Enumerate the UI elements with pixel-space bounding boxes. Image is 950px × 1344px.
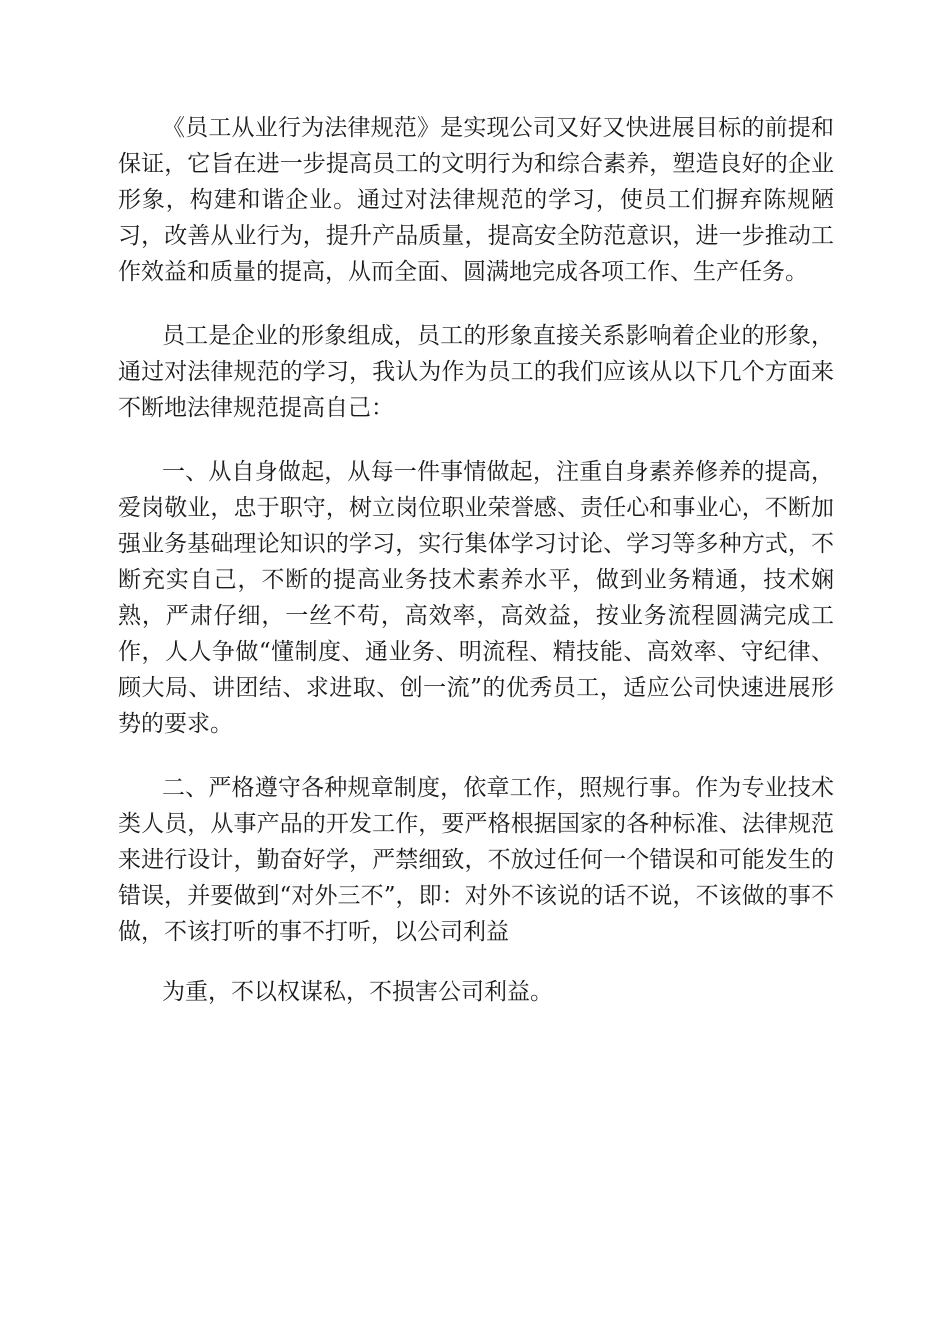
paragraph-employee-image: 员工是企业的形象组成，员工的形象直接关系影响着企业的形象，通过对法律规范的学习，我认为作为员工的我们应该从以下几个方面来不断地法律规范提高自己： bbox=[118, 323, 834, 421]
paragraph-point-one: 一、从自身做起，从每一件事情做起，注重自身素养修养的提高，爱岗敬业，忠于职守，树立岗位职业荣誉感、责任心和事业心，不断加强业务基础理论知识的学习，实行集体学习讨论、学习等多种方式，不断充实自己，不断的提高业务技术素养水平，做到业务精通，技术娴熟，严肃仔细，一丝不苟，高效率，高效益，按业务流程圆满完成工作，人人争做“懂制度、通业务、明流程、精技能、高效率、守纪律、顾大局、讲团结、求进取、创一流”的优秀员工，适应公司快速进展形势的要求。 bbox=[118, 459, 834, 737]
paragraph-closing: 为重，不以权谋私，不损害公司利益。 bbox=[162, 979, 553, 1005]
paragraph-point-two: 二、严格遵守各种规章制度，依章工作，照规行事。作为专业技术类人员，从事产品的开发工作，要严格根据国家的各种标准、法律规范来进行设计，勤奋好学，严禁细致，不放过任何一个错误和可能发生的错误，并要做到“对外三不”，即：对外不该说的话不说，不该做的事不做，不该打听的事不打听，以公司利益 bbox=[118, 775, 834, 945]
document-body bbox=[118, 110, 834, 1010]
paragraph-intro: 《员工从业行为法律规范》是实现公司又好又快进展目标的前提和保证，它旨在进一步提高员工的文明行为和综合素养，塑造良好的企业形象，构建和谐企业。通过对法律规范的学习，使员工们摒弃陈规陋习，改善从业行为，提升产品质量，提高安全防范意识，进一步推动工作效益和质量的提高，从而全面、圆满地完成各项工作、生产任务。 bbox=[118, 115, 834, 285]
